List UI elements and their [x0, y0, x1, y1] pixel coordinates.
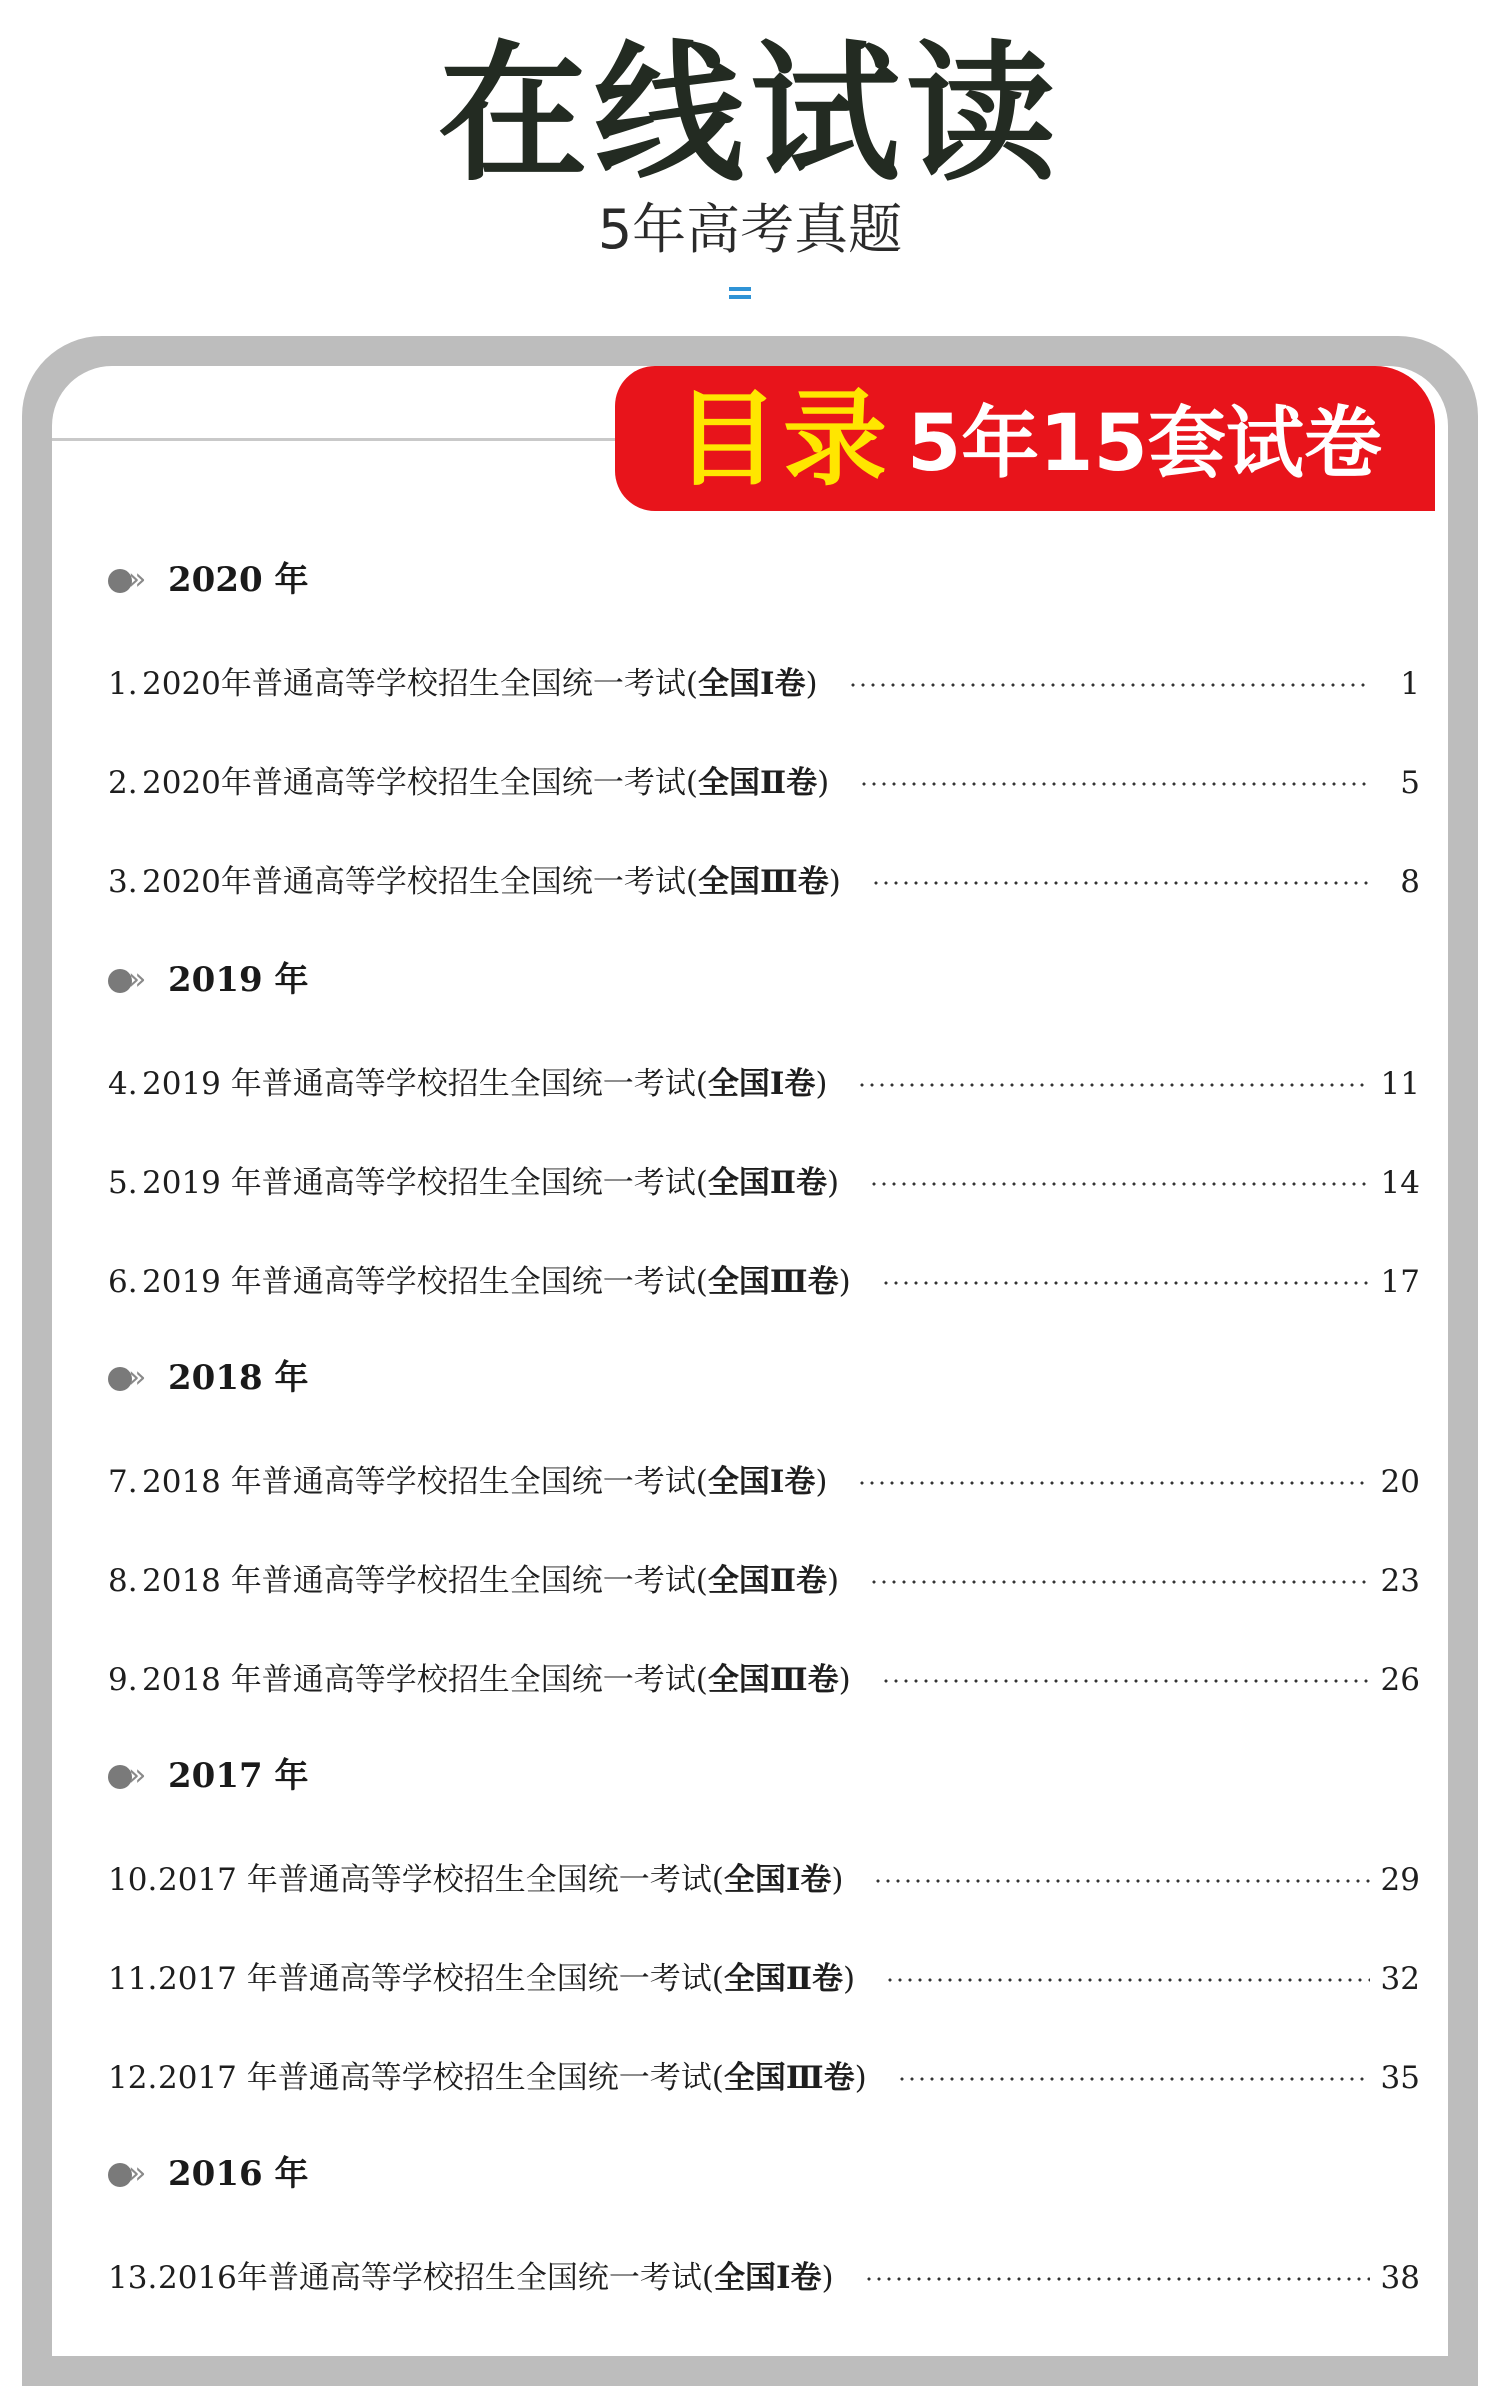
- toc-entry[interactable]: [108, 659, 1420, 709]
- banner-subtitle: 5年15套试卷: [907, 399, 1382, 489]
- entry-title: [142, 1556, 839, 1606]
- leader-dots: [869, 1182, 1370, 1186]
- equal-mark-icon: [729, 287, 751, 303]
- entry-title-text: 2018 年普通高等学校招生全国统一考试(: [142, 1563, 708, 1599]
- entry-title: [158, 2253, 834, 2303]
- entry-title-close: ): [815, 1464, 828, 1500]
- year-label: 2020 年: [168, 560, 309, 600]
- entry-number: 4.: [108, 1066, 138, 1102]
- toc-entry[interactable]: [108, 1556, 1420, 1606]
- entry-paper-name: 全国Ⅲ卷: [707, 1264, 839, 1300]
- page-subtitle: 5年高考真题: [597, 198, 903, 261]
- year-label: 2016 年: [168, 2154, 309, 2194]
- toc-entry[interactable]: [108, 1059, 1420, 1109]
- entry-title-close: ): [854, 2060, 867, 2096]
- toc-entry[interactable]: [108, 857, 1420, 907]
- entry-title-text: 2020年普通高等学校招生全国统一考试(: [142, 666, 698, 702]
- entry-title-text: 2020年普通高等学校招生全国统一考试(: [142, 864, 698, 900]
- year-heading: [108, 1751, 308, 1801]
- entry-number: 10.: [108, 1862, 158, 1898]
- entry-paper-name: 全国Ⅰ卷: [723, 1862, 832, 1898]
- entry-title: [142, 1655, 851, 1705]
- entry-title-close: ): [831, 1862, 844, 1898]
- banner-title: 目录: [675, 378, 892, 500]
- entry-title-text: 2019 年普通高等学校招生全国统一考试(: [142, 1066, 708, 1102]
- entry-title: [158, 2053, 867, 2103]
- entry-title-close: ): [821, 2260, 834, 2296]
- toc-entry[interactable]: [108, 1855, 1420, 1905]
- entry-title-text: 2018 年普通高等学校招生全国统一考试(: [142, 1662, 708, 1698]
- toc-entry[interactable]: [108, 758, 1420, 808]
- double-chevron-icon: »: [128, 2156, 147, 2191]
- entry-page-number: 26: [1380, 1662, 1420, 1698]
- entry-title-close: ): [842, 1961, 856, 1997]
- bullet-icon: [108, 2156, 158, 2192]
- entry-paper-name: 全国Ⅰ卷: [714, 2260, 822, 2296]
- year-label: 2017 年: [168, 1756, 309, 1796]
- leader-dots: [897, 2077, 1370, 2081]
- entry-title-text: 2016年普通高等学校招生全国统一考试(: [158, 2260, 714, 2296]
- page-header: [0, 0, 1500, 330]
- toc-entry[interactable]: [108, 1158, 1420, 1208]
- entry-number: 7.: [108, 1464, 138, 1500]
- entry-page-number: 17: [1380, 1264, 1420, 1300]
- year-heading: [108, 2149, 308, 2199]
- entry-title-close: ): [815, 1066, 828, 1102]
- entry-paper-name: 全国Ⅱ卷: [707, 1563, 827, 1599]
- double-chevron-icon: »: [128, 962, 147, 997]
- bullet-icon: [108, 1360, 158, 1396]
- entry-title: [142, 1158, 839, 1208]
- double-chevron-icon: »: [128, 1360, 147, 1395]
- leader-dots: [857, 1481, 1370, 1485]
- entry-title: [142, 1457, 827, 1507]
- year-heading: [108, 955, 308, 1005]
- page-title: 在线试读: [437, 28, 1062, 202]
- entry-number: 5.: [108, 1165, 138, 1201]
- entry-number: 13.: [108, 2260, 158, 2296]
- leader-dots: [848, 683, 1370, 687]
- double-chevron-icon: »: [128, 562, 147, 597]
- toc-banner: [615, 366, 1435, 511]
- divider: [52, 438, 622, 441]
- entry-paper-name: 全国Ⅰ卷: [707, 1066, 816, 1102]
- entry-title-close: ): [826, 1563, 840, 1599]
- entry-page-number: 23: [1380, 1563, 1420, 1599]
- entry-number: 6.: [108, 1264, 138, 1300]
- entry-page-number: 32: [1380, 1961, 1420, 1997]
- bullet-icon: [108, 962, 158, 998]
- entry-number: 9.: [108, 1662, 138, 1698]
- entry-page-number: 1: [1400, 666, 1420, 702]
- bullet-icon: [108, 562, 158, 598]
- entry-paper-name: 全国Ⅲ卷: [698, 864, 829, 900]
- year-label: 2019 年: [168, 960, 309, 1000]
- leader-dots: [873, 1879, 1370, 1883]
- entry-number: 8.: [108, 1563, 138, 1599]
- toc-entry[interactable]: [108, 1655, 1420, 1705]
- leader-dots: [864, 2277, 1370, 2281]
- entry-paper-name: 全国Ⅱ卷: [707, 1165, 827, 1201]
- toc-entry[interactable]: [108, 1954, 1420, 2004]
- entry-number: 11.: [108, 1961, 158, 1997]
- entry-title-text: 2017 年普通高等学校招生全国统一考试(: [158, 1961, 724, 1997]
- entry-title-text: 2019 年普通高等学校招生全国统一考试(: [142, 1264, 708, 1300]
- entry-title: [142, 1257, 851, 1307]
- entry-paper-name: 全国Ⅲ卷: [707, 1662, 839, 1698]
- entry-paper-name: 全国Ⅰ卷: [698, 666, 806, 702]
- entry-title-close: ): [838, 1264, 851, 1300]
- year-heading: [108, 1353, 308, 1403]
- toc-entry[interactable]: [108, 1457, 1420, 1507]
- entry-title: [142, 857, 841, 907]
- leader-dots: [871, 881, 1370, 885]
- leader-dots: [857, 1083, 1370, 1087]
- entry-number: 2.: [108, 765, 138, 801]
- entry-paper-name: 全国Ⅲ卷: [723, 2060, 855, 2096]
- entry-page-number: 20: [1380, 1464, 1420, 1500]
- toc-entry[interactable]: [108, 2253, 1420, 2303]
- entry-page-number: 8: [1400, 864, 1420, 900]
- leader-dots: [859, 782, 1370, 786]
- entry-page-number: 14: [1380, 1165, 1420, 1201]
- leader-dots: [885, 1978, 1370, 1982]
- double-chevron-icon: »: [128, 1758, 147, 1793]
- entry-page-number: 35: [1380, 2060, 1420, 2096]
- entry-title-close: ): [826, 1165, 840, 1201]
- entry-title-text: 2019 年普通高等学校招生全国统一考试(: [142, 1165, 708, 1201]
- entry-page-number: 5: [1400, 765, 1420, 801]
- entry-number: 12.: [108, 2060, 158, 2096]
- entry-number: 1.: [108, 666, 138, 702]
- entry-title-text: 2020年普通高等学校招生全国统一考试(: [142, 765, 698, 801]
- entry-title: [142, 758, 829, 808]
- entry-title-close: ): [838, 1662, 851, 1698]
- year-label: 2018 年: [168, 1358, 309, 1398]
- entry-paper-name: 全国Ⅰ卷: [707, 1464, 816, 1500]
- entry-paper-name: 全国Ⅱ卷: [723, 1961, 843, 1997]
- leader-dots: [881, 1281, 1370, 1285]
- leader-dots: [869, 1580, 1370, 1584]
- entry-number: 3.: [108, 864, 138, 900]
- toc-entry[interactable]: [108, 2053, 1420, 2103]
- entry-title-close: ): [817, 765, 830, 801]
- entry-title: [158, 1855, 843, 1905]
- year-heading: [108, 555, 308, 605]
- bullet-icon: [108, 1758, 158, 1794]
- entry-title-close: ): [828, 864, 841, 900]
- entry-paper-name: 全国Ⅱ卷: [698, 765, 818, 801]
- entry-title-text: 2017 年普通高等学校招生全国统一考试(: [158, 1862, 724, 1898]
- entry-title-text: 2017 年普通高等学校招生全国统一考试(: [158, 2060, 724, 2096]
- entry-title: [158, 1954, 855, 2004]
- entry-title: [142, 1059, 827, 1109]
- entry-page-number: 29: [1380, 1862, 1420, 1898]
- entry-title: [142, 659, 818, 709]
- entry-page-number: 11: [1380, 1066, 1420, 1102]
- entry-title-text: 2018 年普通高等学校招生全国统一考试(: [142, 1464, 708, 1500]
- entry-title-close: ): [805, 666, 818, 702]
- leader-dots: [881, 1679, 1370, 1683]
- entry-page-number: 38: [1380, 2260, 1420, 2296]
- toc-entry[interactable]: [108, 1257, 1420, 1307]
